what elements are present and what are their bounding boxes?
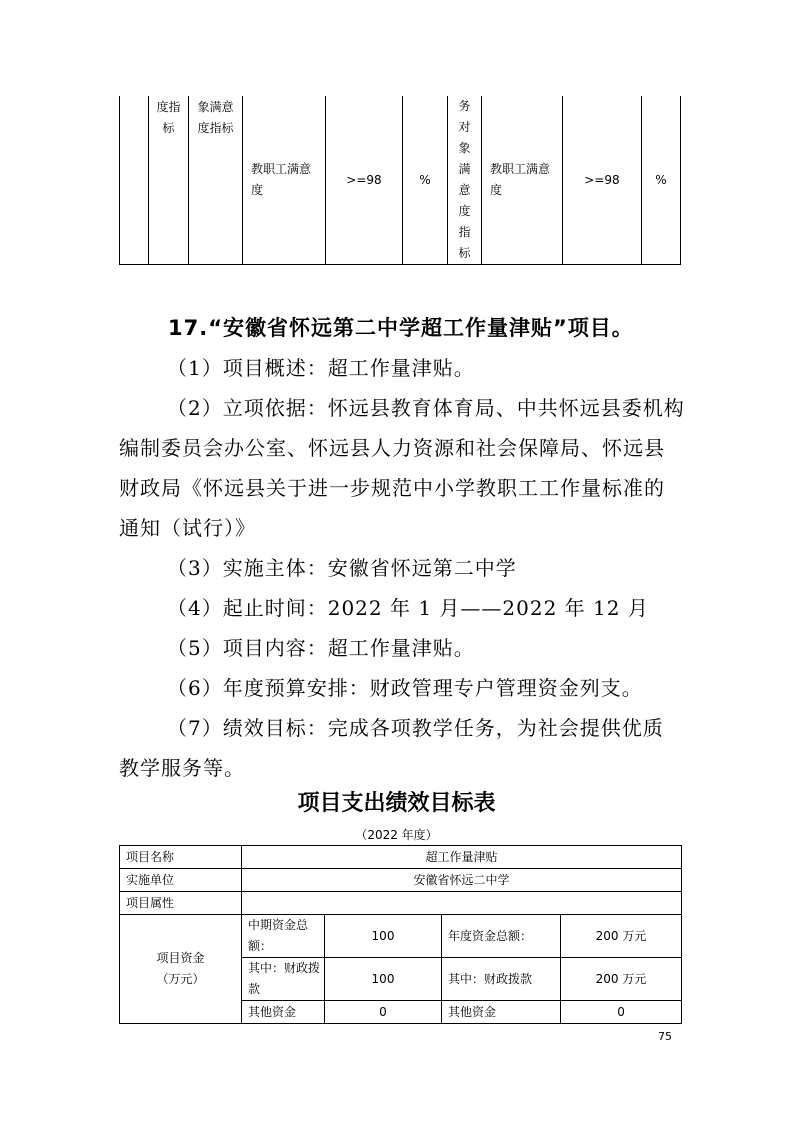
table-subtitle: （2022 年度） (355, 828, 438, 842)
right-index-cell: 教职工满意度 (482, 96, 563, 265)
page-number: 75 (658, 1030, 672, 1043)
para-line-1: （1）项目概述：超工作量津贴。 (167, 356, 475, 380)
para-line-3: 编制委员会办公室、怀远县人力资源和社会保障局、怀远县 (119, 436, 665, 460)
right-value-cell: >=98 (563, 96, 642, 265)
other-fund-label-a: 其他资金 (242, 1001, 325, 1024)
project-name-label: 项目名称 (120, 846, 242, 869)
blank-cell (120, 96, 149, 265)
left-value-cell: >=98 (326, 96, 403, 265)
indicator-table-continuation (119, 96, 681, 265)
fiscal-alloc-value-a: 100 (325, 958, 442, 1001)
para-line-4: 财政局《怀远县关于进一步规范中小学教职工工作量标准的 (119, 476, 665, 500)
project-fund-table (119, 845, 682, 1024)
other-fund-value-b: 0 (561, 1001, 682, 1024)
other-fund-label-b: 其他资金 (442, 1001, 561, 1024)
fiscal-alloc-label-b: 其中：财政拨款 (442, 958, 561, 1001)
para-line-7: （4）起止时间：2022 年 1 月——2022 年 12 月 (167, 596, 649, 620)
attr-label: 项目属性 (120, 892, 242, 915)
vertical-indicator-cell: 务 对 象 满 意 度 指 标 (448, 96, 482, 265)
mid-term-total-value: 100 (325, 915, 442, 958)
para-line-8: （5）项目内容：超工作量津贴。 (167, 636, 475, 660)
fiscal-alloc-label-a: 其中：财政拨款 (242, 958, 325, 1001)
fund-label-cell: 项目资金 （万元） (120, 915, 242, 1024)
project-name-value: 超工作量津贴 (242, 846, 682, 869)
annual-total-value: 200 万元 (561, 915, 682, 958)
fiscal-alloc-value-b: 200 万元 (561, 958, 682, 1001)
left-index-cell: 教职工满意度 (243, 96, 326, 265)
table-title: 项目支出绩效目标表 (297, 791, 496, 816)
para-line-10: （7）绩效目标：完成各项教学任务，为社会提供优质 (167, 716, 664, 740)
annual-total-label: 年度资金总额： (442, 915, 561, 958)
para-line-9: （6）年度预算安排：财政管理专户管理资金列支。 (167, 676, 643, 700)
unit-label: 实施单位 (120, 869, 242, 892)
section-heading: 17.“安徽省怀远第二中学超工作量津贴”项目。 (168, 316, 634, 340)
indicator-level2-cell: 象满意 度指标 (189, 96, 243, 265)
other-fund-value-a: 0 (325, 1001, 442, 1024)
unit-value: 安徽省怀远二中学 (242, 869, 682, 892)
para-line-11: 教学服务等。 (119, 756, 245, 780)
indicator-level1-cell: 度指 标 (149, 96, 189, 265)
para-line-6: （3）实施主体：安徽省怀远第二中学 (167, 556, 517, 580)
para-line-5: 通知（试行）》 (119, 516, 256, 540)
left-unit-cell: % (403, 96, 448, 265)
para-line-2: （2）立项依据：怀远县教育体育局、中共怀远县委机构 (167, 396, 685, 420)
mid-term-total-label: 中期资金总额： (242, 915, 325, 958)
attr-value (242, 892, 682, 915)
right-unit-cell: % (642, 96, 681, 265)
